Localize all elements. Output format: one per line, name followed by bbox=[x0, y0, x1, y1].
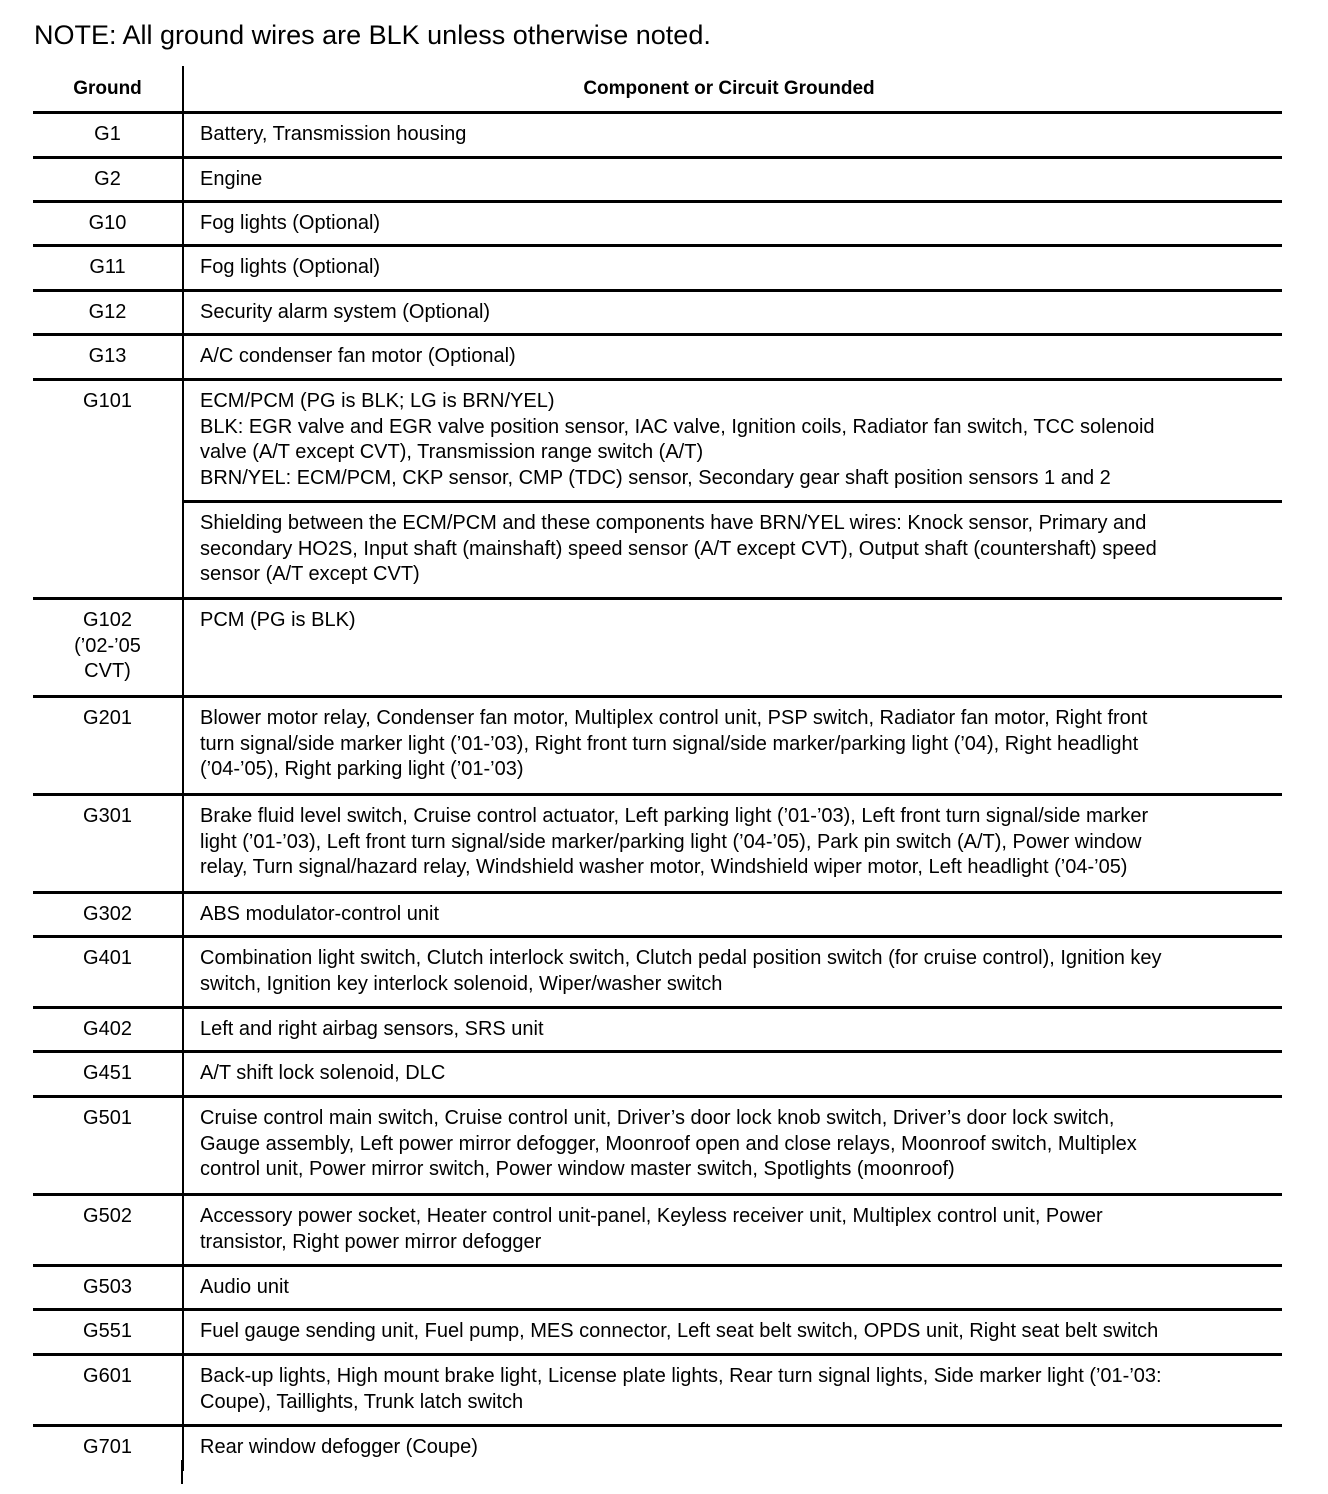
ground-cell: G201 bbox=[83, 707, 132, 729]
table-row bbox=[33, 938, 1282, 1009]
component-cell: Security alarm system (Optional) bbox=[182, 292, 1282, 333]
ground-cell: G301 bbox=[83, 805, 132, 827]
table-row bbox=[33, 159, 1282, 203]
cell-line: sensor (A/T except CVT) bbox=[200, 563, 420, 585]
table-row bbox=[33, 1009, 1282, 1053]
table-row bbox=[33, 1356, 1282, 1427]
component-cell: PCM (PG is BLK) bbox=[182, 600, 1282, 695]
cell-line: (’04-’05), Right parking light (’01-’03) bbox=[200, 758, 524, 780]
cell-line: ECM/PCM (PG is BLK; LG is BRN/YEL) bbox=[200, 390, 555, 412]
ground-table bbox=[33, 66, 1282, 1471]
component-cell: Battery, Transmission housing bbox=[182, 114, 1282, 156]
cell-line: BLK: EGR valve and EGR valve position sensor, IAC valve, Ignition coils, Radiator fan switch, TCC solenoid bbox=[200, 415, 1155, 438]
table-row bbox=[33, 600, 1282, 698]
table-row bbox=[33, 698, 1282, 796]
cell-line: Shielding between the ECM/PCM and these components have BRN/YEL wires: Knock sensor, Primary and bbox=[200, 512, 1147, 534]
ground-cell: G601 bbox=[83, 1365, 132, 1387]
table-row bbox=[33, 1427, 1282, 1471]
ground-cell: G12 bbox=[88, 301, 127, 323]
component-cell bbox=[182, 381, 1282, 503]
table-row bbox=[33, 203, 1282, 247]
table-row bbox=[33, 381, 1282, 600]
ground-cell: G101 bbox=[83, 390, 132, 412]
cell-line: Gauge assembly, Left power mirror defogger, Moonroof open and close relays, Moonroof switch, Multiplex bbox=[200, 1132, 1137, 1155]
ground-cell: G701 bbox=[83, 1436, 132, 1458]
component-cell: Fog lights (Optional) bbox=[182, 247, 1282, 289]
component-cell bbox=[182, 1356, 1282, 1424]
cell-line: control unit, Power mirror switch, Power window master switch, Spotlights (moonroof) bbox=[200, 1158, 955, 1180]
ground-cell: G451 bbox=[83, 1062, 132, 1084]
component-cell: Fog lights (Optional) bbox=[182, 203, 1282, 244]
ground-cell: G551 bbox=[83, 1320, 132, 1342]
table-row bbox=[33, 336, 1282, 381]
ground-cell: G2 bbox=[94, 168, 121, 190]
component-stack bbox=[182, 381, 1282, 597]
cell-line: BRN/YEL: ECM/PCM, CKP sensor, CMP (TDC) sensor, Secondary gear shaft position sensors 1 and 2 bbox=[200, 466, 1111, 489]
component-cell: ABS modulator-control unit bbox=[182, 894, 1282, 935]
cell-line: switch, Ignition key interlock solenoid, Wiper/washer switch bbox=[200, 972, 723, 995]
cell-line: Back-up lights, High mount brake light, License plate lights, Rear turn signal lights, Side marker light (’01-’03: bbox=[200, 1365, 1162, 1387]
ground-cell: G1 bbox=[94, 123, 121, 145]
column-divider-tail bbox=[181, 1460, 183, 1484]
ground-cell: G10 bbox=[88, 212, 127, 234]
cell-line: Combination light switch, Clutch interlock switch, Clutch pedal position switch (for cruise control), Ignition key bbox=[200, 947, 1162, 969]
table-header bbox=[33, 66, 1282, 114]
component-cell: Audio unit bbox=[182, 1267, 1282, 1308]
ground-line: (’02-’05 bbox=[74, 634, 141, 657]
ground-cell: G401 bbox=[83, 947, 132, 969]
ground-cell bbox=[33, 600, 182, 695]
cell-line: turn signal/side marker light (’01-’03), Right front turn signal/side marker/parking light (’04), Right headlight bbox=[200, 732, 1139, 755]
table-row bbox=[33, 247, 1282, 292]
table-row bbox=[33, 292, 1282, 336]
component-cell: Fuel gauge sending unit, Fuel pump, MES connector, Left seat belt switch, OPDS unit, Right seat belt switch bbox=[182, 1311, 1282, 1353]
component-cell: A/T shift lock solenoid, DLC bbox=[182, 1053, 1282, 1095]
cell-line: Brake fluid level switch, Cruise control actuator, Left parking light (’01-’03), Left front turn signal/side marker bbox=[200, 805, 1149, 827]
component-cell bbox=[182, 796, 1282, 891]
component-cell: Rear window defogger (Coupe) bbox=[182, 1427, 1282, 1471]
table-row bbox=[33, 1267, 1282, 1311]
ground-cell: G402 bbox=[83, 1018, 132, 1040]
cell-line: Accessory power socket, Heater control unit-panel, Keyless receiver unit, Multiplex control unit, Power bbox=[200, 1205, 1103, 1227]
component-cell bbox=[182, 698, 1282, 793]
cell-line: secondary HO2S, Input shaft (mainshaft) speed sensor (A/T except CVT), Output shaft (countershaft) speed bbox=[200, 537, 1157, 560]
header-component: Component or Circuit Grounded bbox=[182, 66, 1282, 111]
component-cell bbox=[182, 938, 1282, 1006]
ground-line: CVT) bbox=[84, 660, 131, 682]
ground-cell: G502 bbox=[83, 1205, 132, 1227]
ground-cell: G11 bbox=[89, 256, 126, 278]
component-cell: Left and right airbag sensors, SRS unit bbox=[182, 1009, 1282, 1050]
component-cell bbox=[182, 1098, 1282, 1193]
cell-line: valve (A/T except CVT), Transmission range switch (A/T) bbox=[200, 441, 704, 463]
ground-cell: G302 bbox=[83, 903, 132, 925]
cell-line: Cruise control main switch, Cruise control unit, Driver’s door lock knob switch, Driver’s door lock switch, bbox=[200, 1107, 1115, 1129]
cell-line: transistor, Right power mirror defogger bbox=[200, 1230, 542, 1253]
table-row bbox=[33, 114, 1282, 159]
table-row bbox=[33, 894, 1282, 938]
table-row bbox=[33, 1098, 1282, 1196]
table-row bbox=[33, 796, 1282, 894]
table-row bbox=[33, 1196, 1282, 1267]
ground-line: G102 bbox=[83, 609, 132, 631]
page-note: NOTE: All ground wires are BLK unless otherwise noted. bbox=[34, 20, 711, 50]
component-cell bbox=[182, 1196, 1282, 1264]
component-cell: A/C condenser fan motor (Optional) bbox=[182, 336, 1282, 378]
ground-cell: G13 bbox=[88, 345, 127, 367]
table-row bbox=[33, 1311, 1282, 1356]
cell-line: Blower motor relay, Condenser fan motor, Multiplex control unit, PSP switch, Radiator fan motor, Right front bbox=[200, 707, 1148, 729]
cell-line: light (’01-’03), Left front turn signal/side marker/parking light (’04-’05), Park pin switch (A/T), Power window bbox=[200, 830, 1142, 853]
ground-cell: G503 bbox=[83, 1276, 132, 1298]
component-cell: Engine bbox=[182, 159, 1282, 200]
header-ground: Ground bbox=[73, 78, 142, 99]
table-row bbox=[33, 1053, 1282, 1098]
cell-line: Coupe), Taillights, Trunk latch switch bbox=[200, 1390, 524, 1413]
component-cell bbox=[182, 503, 1282, 597]
ground-cell: G501 bbox=[83, 1107, 132, 1129]
cell-line: relay, Turn signal/hazard relay, Windshield washer motor, Windshield wiper motor, Left headlight (’04-’05) bbox=[200, 856, 1128, 878]
